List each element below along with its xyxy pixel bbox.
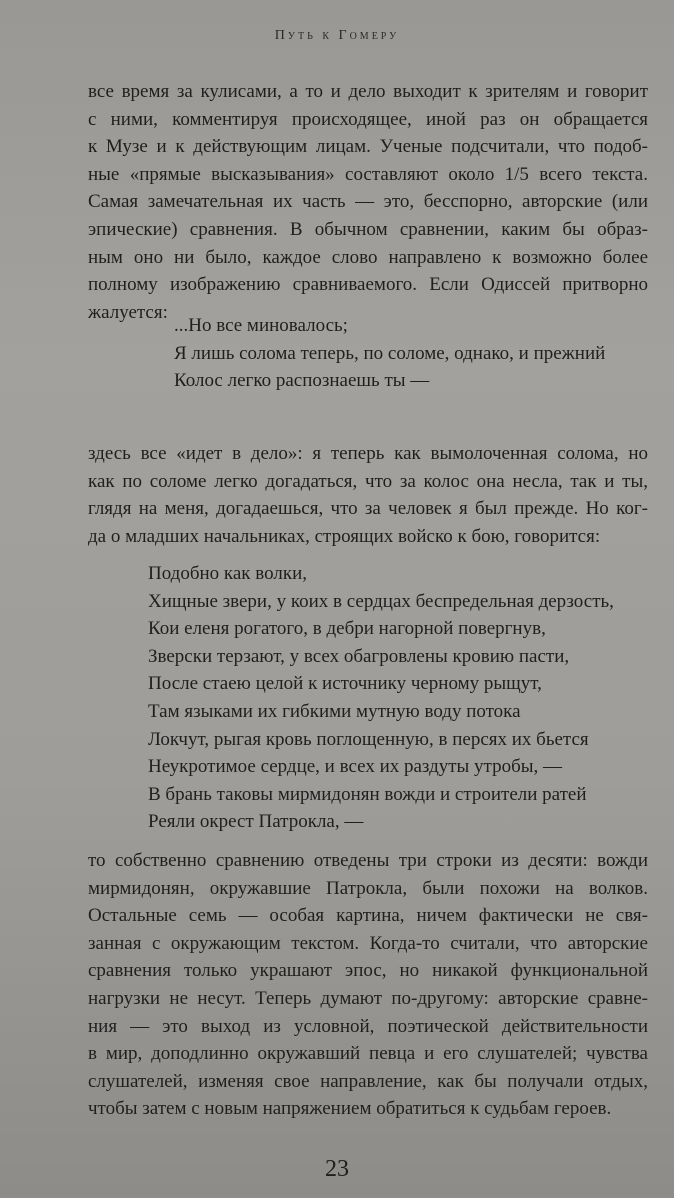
text-line: занная с окружающим текстом. Когда-то считали, что авторские	[88, 932, 648, 954]
verse-line: ...Но все миновалось;	[174, 315, 348, 336]
verse-line: Подобно как волки,	[148, 563, 308, 584]
text-line: ния — это выход из условной, поэтической действительности	[88, 1015, 648, 1037]
text-line: чтобы затем с новым напряжением обратиться к судьбам героев.	[88, 1098, 612, 1120]
text-line: эпические) сравнения. В обычном сравнении, каким бы образ-	[88, 218, 648, 240]
text-line: глядя на меня, догадаешься, что за человек я был прежде. Но ког-	[88, 498, 648, 520]
text-line: жалуется:	[88, 301, 168, 323]
verse-line: Локчут, рыгая кровь поглощенную, в персях их бьется	[148, 728, 589, 750]
text-line: в мир, доподлинно окружавший певца и его слушателей; чувства	[88, 1043, 648, 1065]
text-line: все время за кулисами, а то и дело выходит к зрителям и говорит	[88, 81, 648, 102]
text-line: Самая замечательная их часть — это, бесспорно, авторские (или	[88, 191, 648, 213]
text-line: да о младших начальниках, строящих войско к бою, говорится:	[88, 525, 601, 547]
text-line: нагрузки не несут. Теперь думают по-другому: авторские сравне-	[88, 987, 648, 1009]
text-line: сравнения только украшают эпос, но никакой функциональной	[88, 960, 648, 982]
paragraph-3	[88, 847, 648, 1123]
verse-line: Кои еленя рогатого, в дебри нагорной повергнув,	[148, 618, 546, 640]
verse-line: После стаею целой к источнику черному рыщут,	[148, 673, 542, 695]
text-line: ные «прямые высказывания» составляют около 1/5 всего текста.	[88, 163, 648, 185]
text-line: здесь все «идет в дело»: я теперь как вымолоченная солома, но	[88, 443, 648, 464]
verse-line: Хищные звери, у коих в сердцах беспредельная дерзость,	[148, 590, 614, 612]
page-number: 23	[325, 1156, 349, 1182]
text-line: с ними, комментируя происходящее, иной раз он обращается	[88, 108, 648, 130]
verse-line: Зверски терзают, у всех обагровлены кровию пасти,	[148, 645, 570, 667]
text-line: ным оно ни было, каждое слово направлено к возможно более	[88, 246, 648, 268]
running-header: Путь к Гомеру	[274, 28, 400, 43]
verse-line: Там языками их гибкими мутную воду потока	[148, 700, 521, 722]
verse-line: В брань таковы мирмидонян вожди и строители ратей	[148, 783, 587, 805]
paragraph-1	[88, 78, 648, 326]
text-line: полному изображению сравниваемого. Если Одиссей притворно	[88, 274, 648, 296]
verse-line: Неукротимое сердце, и всех их раздуты утробы, —	[148, 756, 563, 778]
verse-quote-1	[174, 312, 605, 395]
text-line: слушателей, изменяя свое направление, как бы получали отдых,	[88, 1070, 648, 1092]
verse-line: Реяли окрест Патрокла, —	[148, 811, 364, 833]
text-line: то собственно сравнению отведены три строки из десяти: вожди	[88, 850, 648, 871]
text-line: Остальные семь — особая картина, ничем фактически не свя-	[88, 905, 648, 927]
verse-line: Я лишь солома теперь, по соломе, однако, и прежний	[174, 342, 606, 364]
verse-quote-2	[148, 560, 614, 836]
paragraph-2	[88, 440, 648, 550]
text-line: к Музе и к действующим лицам. Ученые подсчитали, что подоб-	[88, 136, 648, 158]
text-line: как по соломе легко догадаться, что за колос она несла, так и ты,	[88, 470, 648, 492]
verse-line: Колос легко распознаешь ты —	[174, 370, 430, 392]
text-line: мирмидонян, окружавшие Патрокла, были похожи на волков.	[88, 877, 648, 899]
